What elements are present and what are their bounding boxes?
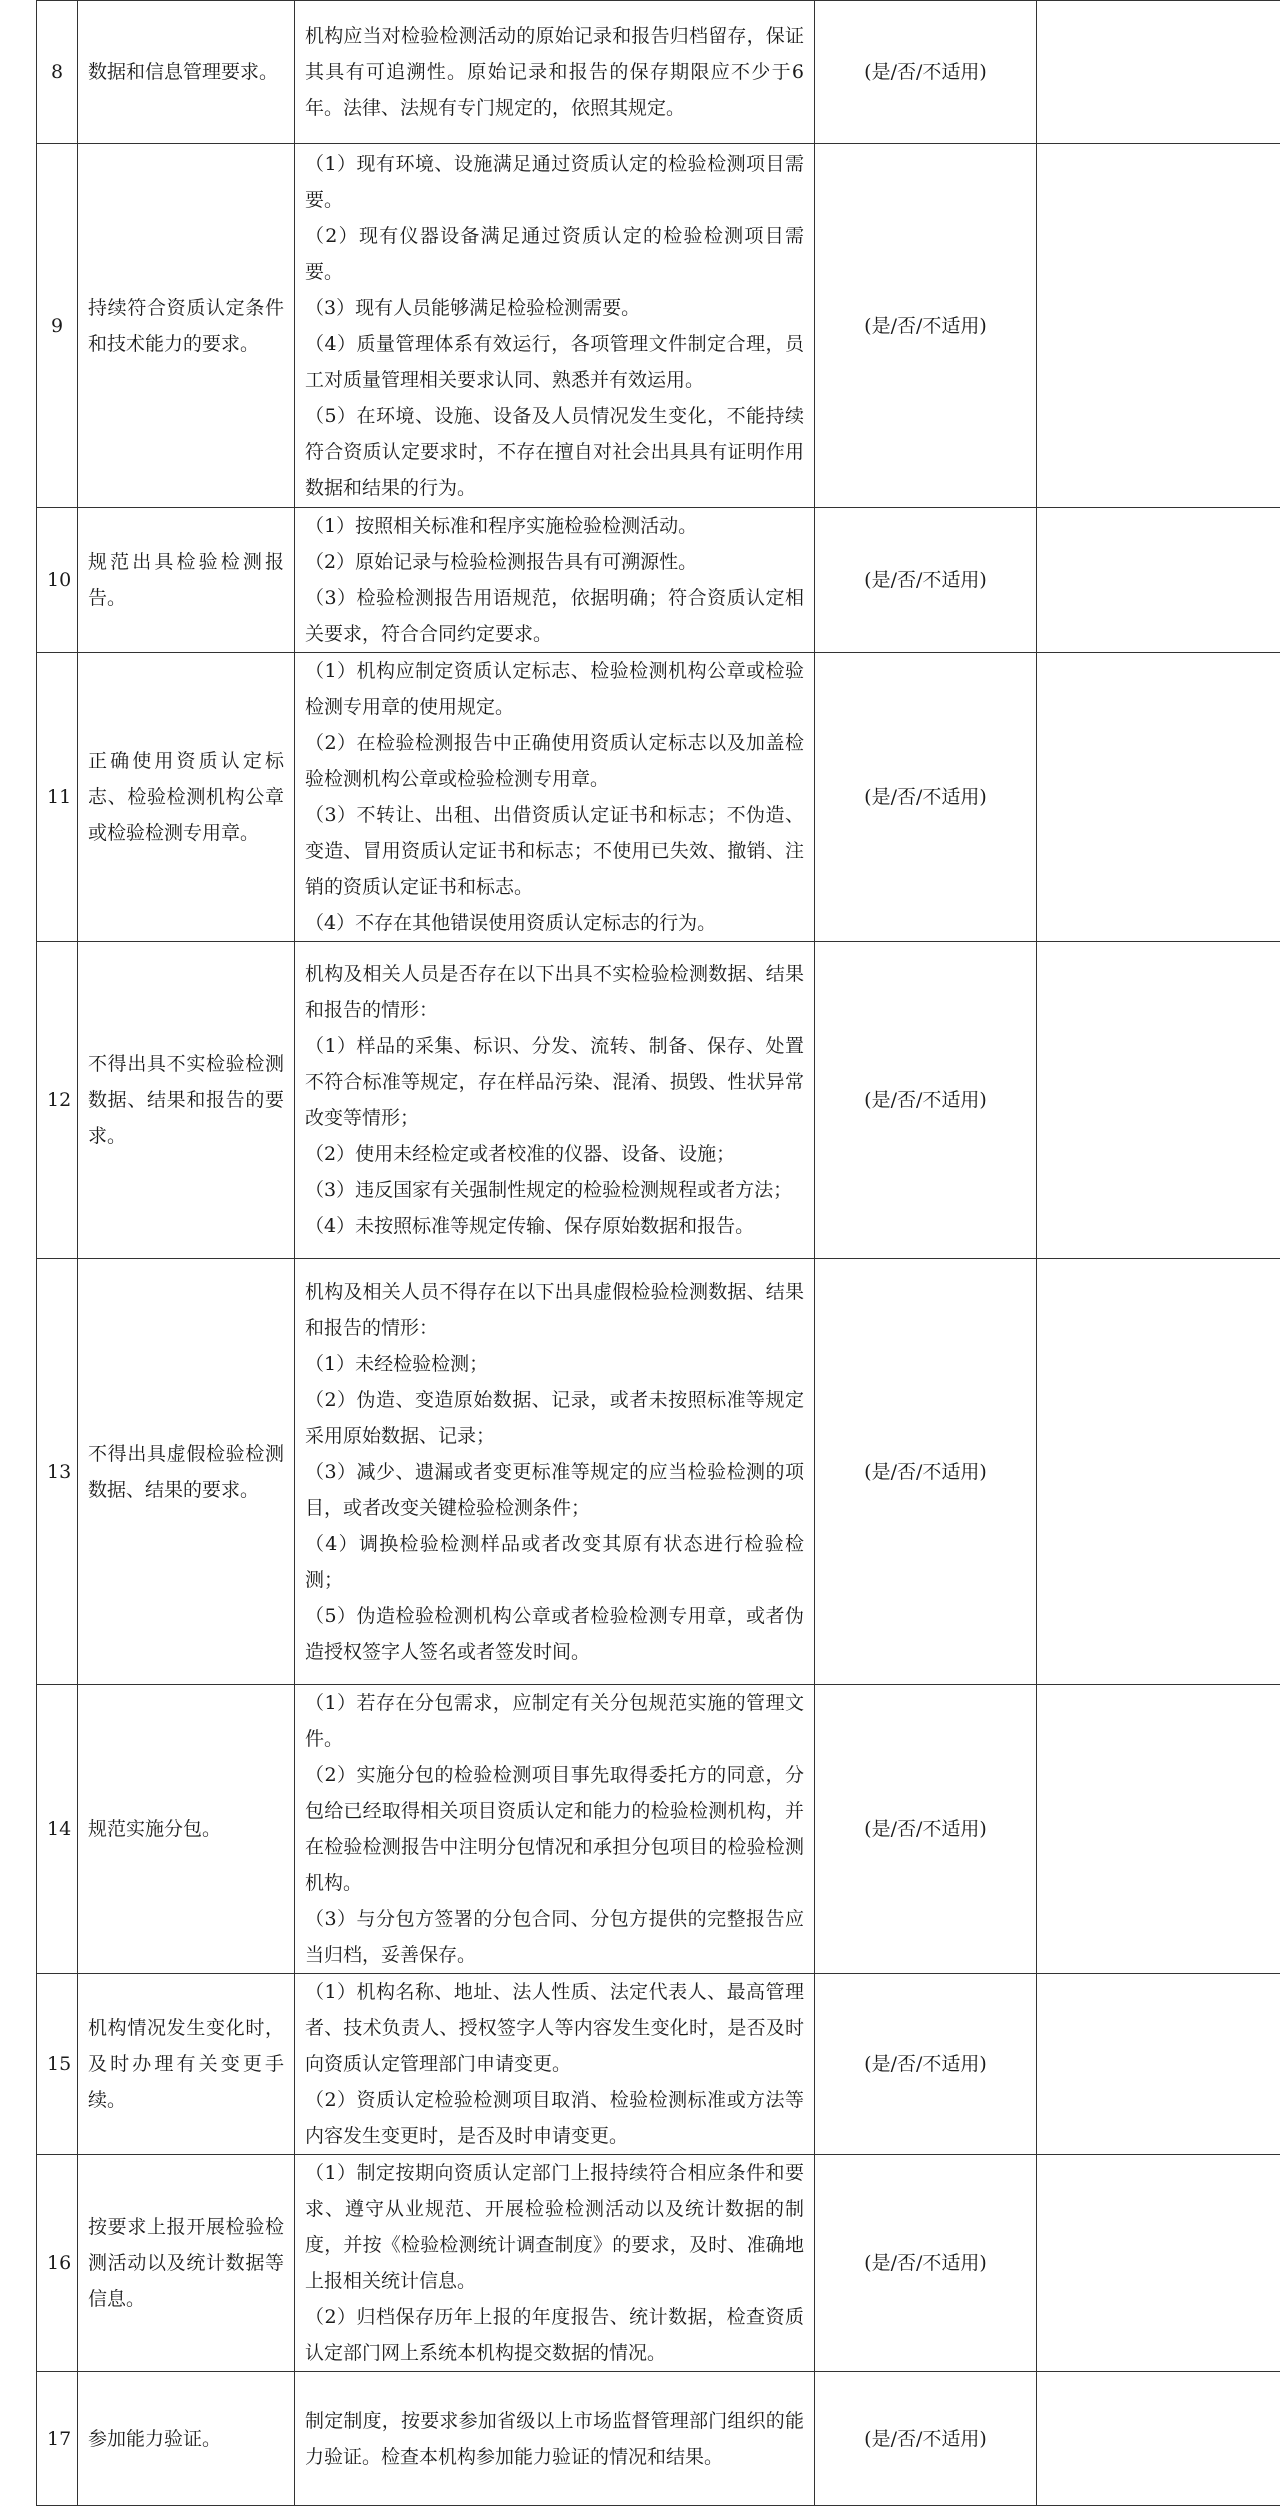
checklist-row	[37, 1259, 1280, 1685]
note-cell[interactable]	[1037, 1974, 1280, 2155]
check-item: 按要求上报开展检验检测活动以及统计数据等信息。	[78, 2155, 295, 2372]
content-line: （1）现有环境、设施满足通过资质认定的检验检测项目需要。	[305, 146, 804, 218]
result-options: (是/否/不适用)	[815, 2372, 1037, 2506]
row-number: 11	[37, 653, 78, 942]
content-line: 机构应当对检验检测活动的原始记录和报告归档留存，保证其具有可追溯性。原始记录和报告的保存期限应不少于6年。法律、法规有专门规定的，依照其规定。	[305, 18, 804, 126]
row-number: 16	[37, 2155, 78, 2372]
result-options: (是/否/不适用)	[815, 1, 1037, 144]
checklist-row	[37, 2155, 1280, 2372]
content-line: （1）样品的采集、标识、分发、流转、制备、保存、处置不符合标准等规定，存在样品污染、混淆、损毁、性状异常改变等情形；	[305, 1028, 804, 1136]
check-item: 不得出具虚假检验检测数据、结果的要求。	[78, 1259, 295, 1685]
check-content	[295, 1974, 815, 2155]
content-line: 机构及相关人员不得存在以下出具虚假检验检测数据、结果和报告的情形：	[305, 1274, 804, 1346]
row-number: 14	[37, 1685, 78, 1974]
check-content	[295, 653, 815, 942]
check-content	[295, 942, 815, 1259]
content-line: （1）按照相关标准和程序实施检验检测活动。	[305, 508, 804, 544]
content-line: （2）使用未经检定或者校准的仪器、设备、设施；	[305, 1136, 804, 1172]
content-line: （3）减少、遗漏或者变更标准等规定的应当检验检测的项目，或者改变关键检验检测条件；	[305, 1454, 804, 1526]
result-options: (是/否/不适用)	[815, 144, 1037, 508]
check-content	[295, 2372, 815, 2506]
content-line: （4）未按照标准等规定传输、保存原始数据和报告。	[305, 1208, 804, 1244]
checklist-row	[37, 1, 1280, 144]
content-line: （1）机构应制定资质认定标志、检验检测机构公章或检验检测专用章的使用规定。	[305, 653, 804, 725]
checklist-row	[37, 653, 1280, 942]
content-line: 制定制度，按要求参加省级以上市场监督管理部门组织的能力验证。检查本机构参加能力验证的情况和结果。	[305, 2403, 804, 2475]
row-number: 10	[37, 508, 78, 653]
content-line: （2）伪造、变造原始数据、记录，或者未按照标准等规定采用原始数据、记录；	[305, 1382, 804, 1454]
inspection-checklist-table	[36, 0, 1280, 2506]
note-cell[interactable]	[1037, 144, 1280, 508]
checklist-row	[37, 508, 1280, 653]
checklist-row	[37, 144, 1280, 508]
note-cell[interactable]	[1037, 2155, 1280, 2372]
check-item: 数据和信息管理要求。	[78, 1, 295, 144]
note-cell[interactable]	[1037, 1, 1280, 144]
check-content	[295, 1259, 815, 1685]
content-line: （1）若存在分包需求，应制定有关分包规范实施的管理文件。	[305, 1685, 804, 1757]
checklist-row	[37, 1974, 1280, 2155]
row-number: 9	[37, 144, 78, 508]
content-line: （1）机构名称、地址、法人性质、法定代表人、最高管理者、技术负责人、授权签字人等内容发生变化时，是否及时向资质认定管理部门申请变更。	[305, 1974, 804, 2082]
checklist-row	[37, 942, 1280, 1259]
content-line: （2）归档保存历年上报的年度报告、统计数据，检查资质认定部门网上系统本机构提交数据的情况。	[305, 2299, 804, 2371]
result-options: (是/否/不适用)	[815, 508, 1037, 653]
content-line: （3）不转让、出租、出借资质认定证书和标志；不伪造、变造、冒用资质认定证书和标志；不使用已失效、撤销、注销的资质认定证书和标志。	[305, 797, 804, 905]
result-options: (是/否/不适用)	[815, 2155, 1037, 2372]
note-cell[interactable]	[1037, 2372, 1280, 2506]
row-number: 13	[37, 1259, 78, 1685]
content-line: （3）违反国家有关强制性规定的检验检测规程或者方法；	[305, 1172, 804, 1208]
row-number: 8	[37, 1, 78, 144]
check-item: 持续符合资质认定条件和技术能力的要求。	[78, 144, 295, 508]
check-item: 规范出具检验检测报告。	[78, 508, 295, 653]
content-line: （2）资质认定检验检测项目取消、检验检测标准或方法等内容发生变更时，是否及时申请变更。	[305, 2082, 804, 2154]
row-number: 17	[37, 2372, 78, 2506]
content-line: 机构及相关人员是否存在以下出具不实检验检测数据、结果和报告的情形：	[305, 956, 804, 1028]
check-item: 机构情况发生变化时，及时办理有关变更手续。	[78, 1974, 295, 2155]
checklist-body	[37, 1, 1280, 2506]
check-item: 不得出具不实检验检测数据、结果和报告的要求。	[78, 942, 295, 1259]
check-content	[295, 508, 815, 653]
row-number: 12	[37, 942, 78, 1259]
checklist-row	[37, 1685, 1280, 1974]
check-content	[295, 1685, 815, 1974]
note-cell[interactable]	[1037, 508, 1280, 653]
result-options: (是/否/不适用)	[815, 942, 1037, 1259]
content-line: （5）在环境、设施、设备及人员情况发生变化，不能持续符合资质认定要求时，不存在擅自对社会出具具有证明作用数据和结果的行为。	[305, 398, 804, 506]
content-line: （1）制定按期向资质认定部门上报持续符合相应条件和要求、遵守从业规范、开展检验检测活动以及统计数据的制度，并按《检验检测统计调查制度》的要求，及时、准确地上报相关统计信息。	[305, 2155, 804, 2299]
result-options: (是/否/不适用)	[815, 1259, 1037, 1685]
content-line: （3）与分包方签署的分包合同、分包方提供的完整报告应当归档，妥善保存。	[305, 1901, 804, 1973]
content-line: （5）伪造检验检测机构公章或者检验检测专用章，或者伪造授权签字人签名或者签发时间。	[305, 1598, 804, 1670]
check-content	[295, 1, 815, 144]
row-number: 15	[37, 1974, 78, 2155]
content-line: （4）不存在其他错误使用资质认定标志的行为。	[305, 905, 804, 941]
note-cell[interactable]	[1037, 1259, 1280, 1685]
result-options: (是/否/不适用)	[815, 1974, 1037, 2155]
result-options: (是/否/不适用)	[815, 1685, 1037, 1974]
check-item: 参加能力验证。	[78, 2372, 295, 2506]
content-line: （4）质量管理体系有效运行，各项管理文件制定合理，员工对质量管理相关要求认同、熟悉并有效运用。	[305, 326, 804, 398]
check-item: 规范实施分包。	[78, 1685, 295, 1974]
content-line: （3）现有人员能够满足检验检测需要。	[305, 290, 804, 326]
note-cell[interactable]	[1037, 942, 1280, 1259]
note-cell[interactable]	[1037, 653, 1280, 942]
check-content	[295, 2155, 815, 2372]
checklist-row	[37, 2372, 1280, 2506]
content-line: （2）原始记录与检验检测报告具有可溯源性。	[305, 544, 804, 580]
note-cell[interactable]	[1037, 1685, 1280, 1974]
content-line: （2）在检验检测报告中正确使用资质认定标志以及加盖检验检测机构公章或检验检测专用章。	[305, 725, 804, 797]
content-line: （1）未经检验检测；	[305, 1346, 804, 1382]
result-options: (是/否/不适用)	[815, 653, 1037, 942]
content-line: （4）调换检验检测样品或者改变其原有状态进行检验检测；	[305, 1526, 804, 1598]
content-line: （3）检验检测报告用语规范，依据明确；符合资质认定相关要求，符合合同约定要求。	[305, 580, 804, 652]
content-line: （2）实施分包的检验检测项目事先取得委托方的同意，分包给已经取得相关项目资质认定和能力的检验检测机构，并在检验检测报告中注明分包情况和承担分包项目的检验检测机构。	[305, 1757, 804, 1901]
check-item: 正确使用资质认定标志、检验检测机构公章或检验检测专用章。	[78, 653, 295, 942]
content-line: （2）现有仪器设备满足通过资质认定的检验检测项目需要。	[305, 218, 804, 290]
check-content	[295, 144, 815, 508]
